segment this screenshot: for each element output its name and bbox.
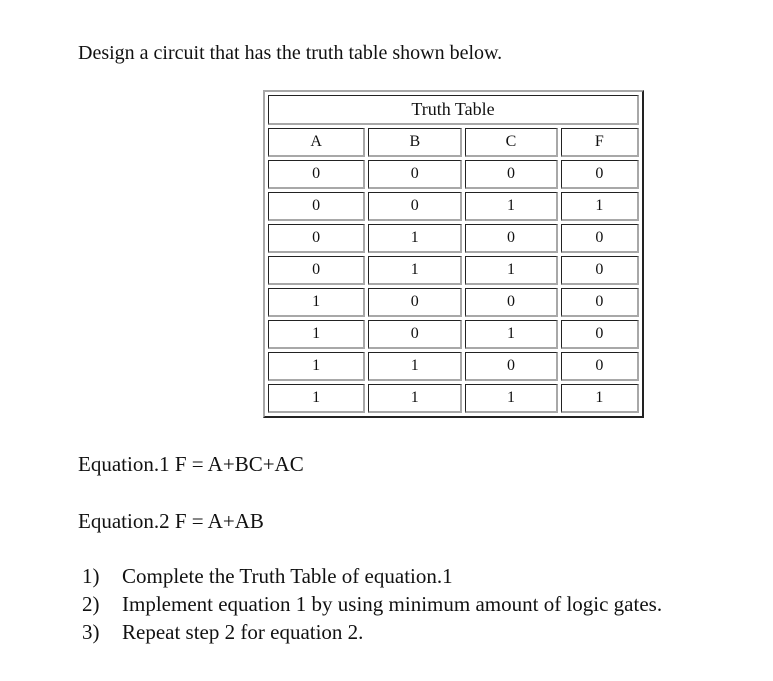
cell-c: 1	[465, 256, 557, 285]
equation-1: Equation.1 F = A+BC+AC	[78, 452, 304, 476]
step-item	[78, 562, 662, 590]
cell-f: 0	[561, 224, 639, 253]
cell-c: 1	[465, 384, 557, 413]
cell-c: 0	[465, 352, 557, 381]
cell-c: 0	[465, 224, 557, 253]
header-row	[268, 128, 639, 157]
cell-a: 1	[268, 352, 365, 381]
steps-list	[78, 562, 662, 646]
table-row	[268, 352, 639, 381]
header-b: B	[368, 128, 462, 157]
cell-a: 0	[268, 224, 365, 253]
cell-a: 1	[268, 384, 365, 413]
cell-c: 1	[465, 320, 557, 349]
cell-a: 0	[268, 256, 365, 285]
step-number: 3)	[82, 620, 100, 644]
table-row	[268, 192, 639, 221]
cell-f: 0	[561, 352, 639, 381]
table-row	[268, 384, 639, 413]
cell-b: 1	[368, 384, 462, 413]
step-text: Implement equation 1 by using minimum amount of logic gates.	[122, 592, 663, 616]
cell-b: 0	[368, 320, 462, 349]
cell-a: 0	[268, 192, 365, 221]
cell-a: 0	[268, 160, 365, 189]
cell-f: 1	[561, 192, 639, 221]
cell-c: 1	[465, 192, 557, 221]
equation-2: Equation.2 F = A+AB	[78, 509, 264, 533]
cell-b: 0	[368, 192, 462, 221]
cell-b: 1	[368, 352, 462, 381]
header-f: F	[561, 128, 639, 157]
step-number: 2)	[82, 592, 100, 616]
cell-f: 1	[561, 384, 639, 413]
cell-f: 0	[561, 160, 639, 189]
cell-a: 1	[268, 288, 365, 317]
cell-a: 1	[268, 320, 365, 349]
header-c: C	[465, 128, 557, 157]
step-text: Repeat step 2 for equation 2.	[122, 620, 364, 644]
step-number: 1)	[82, 564, 100, 588]
table-row	[268, 288, 639, 317]
cell-b: 1	[368, 224, 462, 253]
truth-table-caption: Truth Table	[268, 95, 639, 125]
cell-f: 0	[561, 256, 639, 285]
cell-b: 0	[368, 288, 462, 317]
intro-text: Design a circuit that has the truth table shown below.	[78, 42, 503, 64]
step-text: Complete the Truth Table of equation.1	[122, 564, 453, 588]
table-row	[268, 160, 639, 189]
table-row	[268, 256, 639, 285]
table-row	[268, 224, 639, 253]
cell-c: 0	[465, 288, 557, 317]
table-row	[268, 320, 639, 349]
cell-b: 1	[368, 256, 462, 285]
header-a: A	[268, 128, 365, 157]
cell-b: 0	[368, 160, 462, 189]
step-item	[78, 618, 662, 646]
cell-c: 0	[465, 160, 557, 189]
cell-f: 0	[561, 320, 639, 349]
step-item	[78, 590, 662, 618]
truth-table	[263, 90, 644, 418]
cell-f: 0	[561, 288, 639, 317]
